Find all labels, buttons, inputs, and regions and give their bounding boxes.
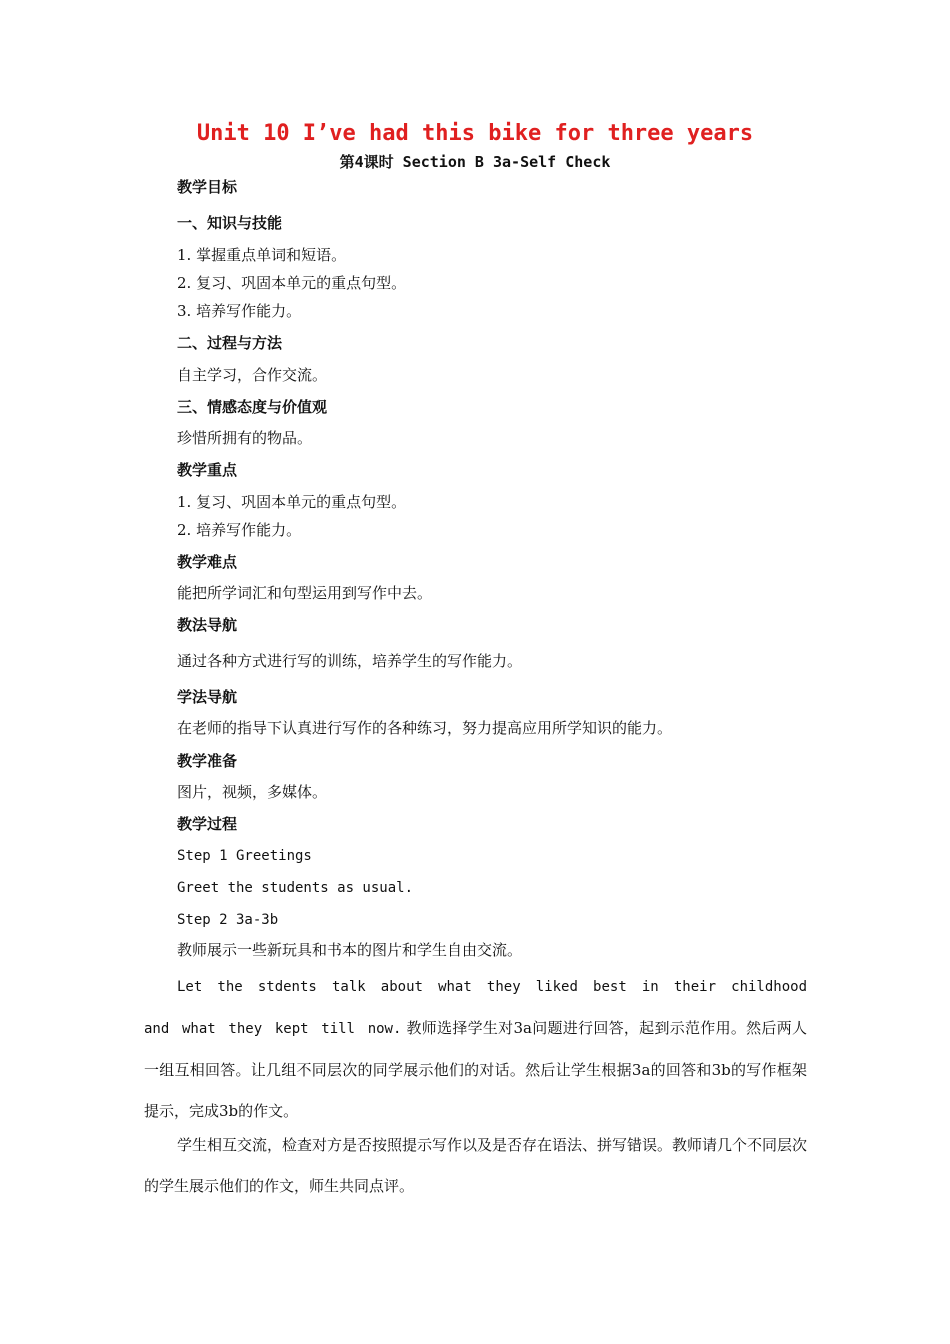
- goal-item-3: 3. 培养写作能力。: [177, 302, 302, 320]
- document-subtitle: 第4课时 Section B 3a-Self Check: [339, 153, 611, 171]
- step-2-paragraph-chinese: 教师选择学生对3a问题进行回答，起到示范作用。然后两人一组互相回答。让几组不同层次的同学展示他们的对话。然后让学生根据3a的回答和3b的写作框架提示，完成3b的作文。: [144, 1019, 807, 1120]
- heading-knowledge-skills: 一、知识与技能: [177, 214, 283, 232]
- process-method-text: 自主学习，合作交流。: [177, 366, 328, 384]
- difficulties-text: 能把所学词汇和句型运用到写作中去。: [177, 584, 433, 602]
- teaching-method-text: 通过各种方式进行写的训练，培养学生的写作能力。: [177, 652, 523, 670]
- heading-process-method: 二、过程与方法: [177, 334, 283, 352]
- attitude-values-text: 珍惜所拥有的物品。: [177, 429, 313, 447]
- preparation-text: 图片，视频，多媒体。: [177, 783, 328, 801]
- peer-review-paragraph: 学生相互交流，检查对方是否按照提示写作以及是否存在语法、拼写错误。教师请几个不同层次的学生展示他们的作文，师生共同点评。: [144, 1136, 808, 1195]
- step-1-text: Greet the students as usual.: [177, 880, 414, 896]
- heading-teaching-goals: 教学目标: [177, 178, 238, 196]
- heading-teaching-process: 教学过程: [177, 815, 238, 833]
- heading-teaching-method: 教法导航: [177, 616, 238, 634]
- step-2-intro: 教师展示一些新玩具和书本的图片和学生自由交流。: [177, 941, 523, 959]
- document-title: Unit 10 I’ve had this bike for three years: [196, 121, 754, 146]
- step-1-title: Step 1 Greetings: [177, 848, 312, 864]
- heading-difficulties: 教学难点: [177, 553, 238, 571]
- goal-item-1: 1. 掌握重点单词和短语。: [177, 246, 347, 264]
- step-2-title: Step 2 3a-3b: [177, 912, 279, 928]
- step-2-paragraph: [144, 966, 807, 1132]
- learning-method-text: 在老师的指导下认真进行写作的各种练习，努力提高应用所学知识的能力。: [177, 719, 673, 737]
- goal-item-2: 2. 复习、巩固本单元的重点句型。: [177, 274, 407, 292]
- heading-attitude-values: 三、情感态度与价值观: [177, 398, 328, 416]
- key-point-item-2: 2. 培养写作能力。: [177, 521, 302, 539]
- key-point-item-1: 1. 复习、巩固本单元的重点句型。: [177, 493, 407, 511]
- heading-learning-method: 学法导航: [177, 688, 238, 706]
- step-2-paragraph-english: Let the stdents talk about what they liked best in their childhood and what they kept till now.: [144, 979, 807, 1037]
- heading-preparation: 教学准备: [177, 752, 238, 770]
- heading-key-points: 教学重点: [177, 461, 238, 479]
